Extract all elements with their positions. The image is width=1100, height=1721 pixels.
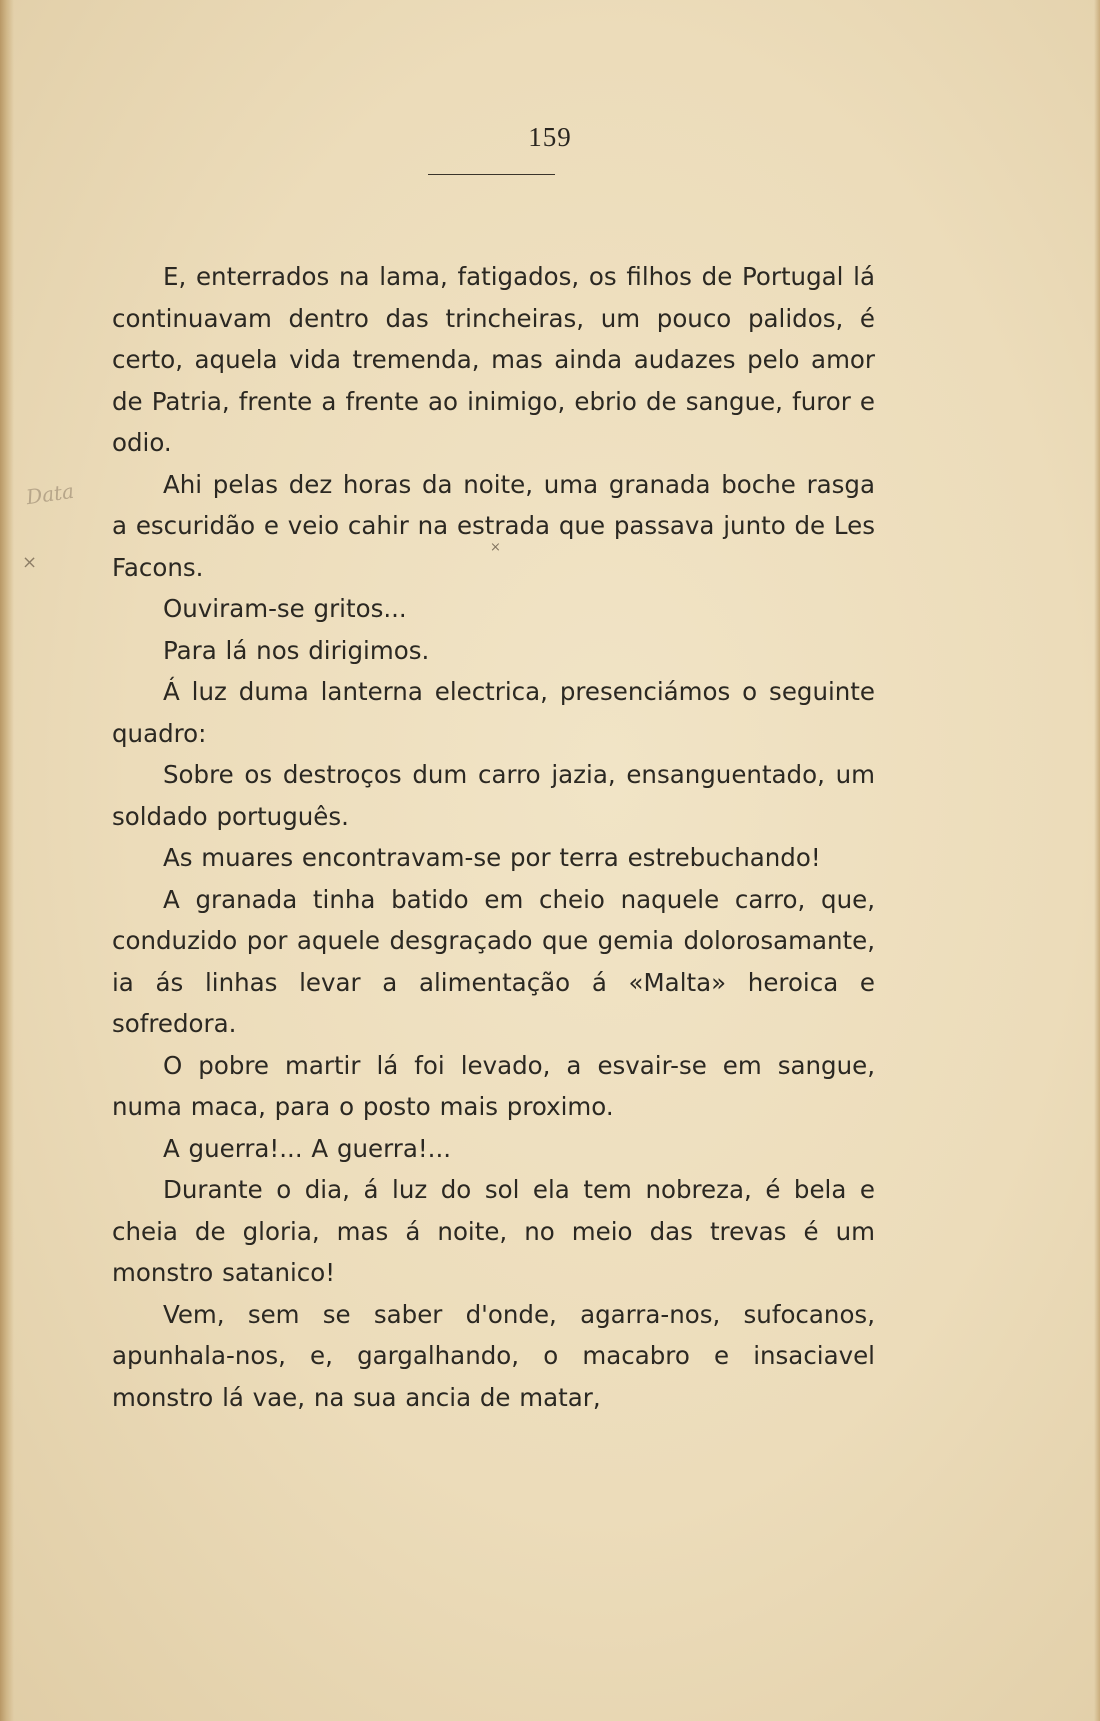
page-number: 159 — [528, 122, 572, 152]
margin-pencil-note: Data — [24, 478, 76, 510]
page-right-edge — [1094, 0, 1100, 1721]
paragraph: A guerra!... A guerra!... — [163, 1133, 452, 1163]
paragraph: Vem, sem se saber d'onde, agarra-nos, sufocanos, apunhala-nos, e, gargalhando, o macabro e insaciavel monstro lá vae, na sua ancia de matar, — [112, 1299, 875, 1412]
paragraph: O pobre martir lá foi levado, a esvair-se em sangue, numa maca, para o posto mais proximo. — [112, 1050, 875, 1121]
paragraph: Á luz duma lanterna electrica, presenciámos o seguinte quadro: — [112, 677, 875, 748]
inline-cross-mark: × — [490, 540, 501, 555]
paragraph: Para lá nos dirigimos. — [163, 635, 430, 665]
margin-cross-mark: × — [22, 552, 38, 573]
paragraph: As muares encontravam-se por terra estrebuchando! — [163, 843, 821, 872]
page-binding-edge — [0, 0, 14, 1721]
body-text — [112, 256, 875, 1418]
paragraph: Sobre os destroços dum carro jazia, ensanguentado, um soldado português. — [112, 760, 875, 831]
header-rule — [428, 174, 555, 175]
paragraph: Ahi pelas dez horas da noite, uma granada boche rasga a escuridão e veio cahir na estrada que passava junto de Les Facons. — [112, 469, 875, 582]
paragraph: Ouviram-se gritos... — [163, 594, 407, 623]
paragraph: A granada tinha batido em cheio naquele carro, que, conduzido por aquele desgraçado que gemia dolorosamante, ia ás linhas levar a alimentação á «Malta» heroica e sofredora. — [112, 884, 875, 1038]
paragraph: E, enterrados na lama, fatigados, os filhos de Portugal lá continuavam dentro das trincheiras, um pouco palidos, é certo, aquela vida tremenda, mas ainda audazes pelo amor de Patria, frente a frente ao inimigo, ebrio de sangue, furor e odio. — [112, 262, 875, 457]
paragraph: Durante o dia, á luz do sol ela tem nobreza, é bela e cheia de gloria, mas á noite, no meio das trevas é um monstro satanico! — [112, 1175, 875, 1287]
